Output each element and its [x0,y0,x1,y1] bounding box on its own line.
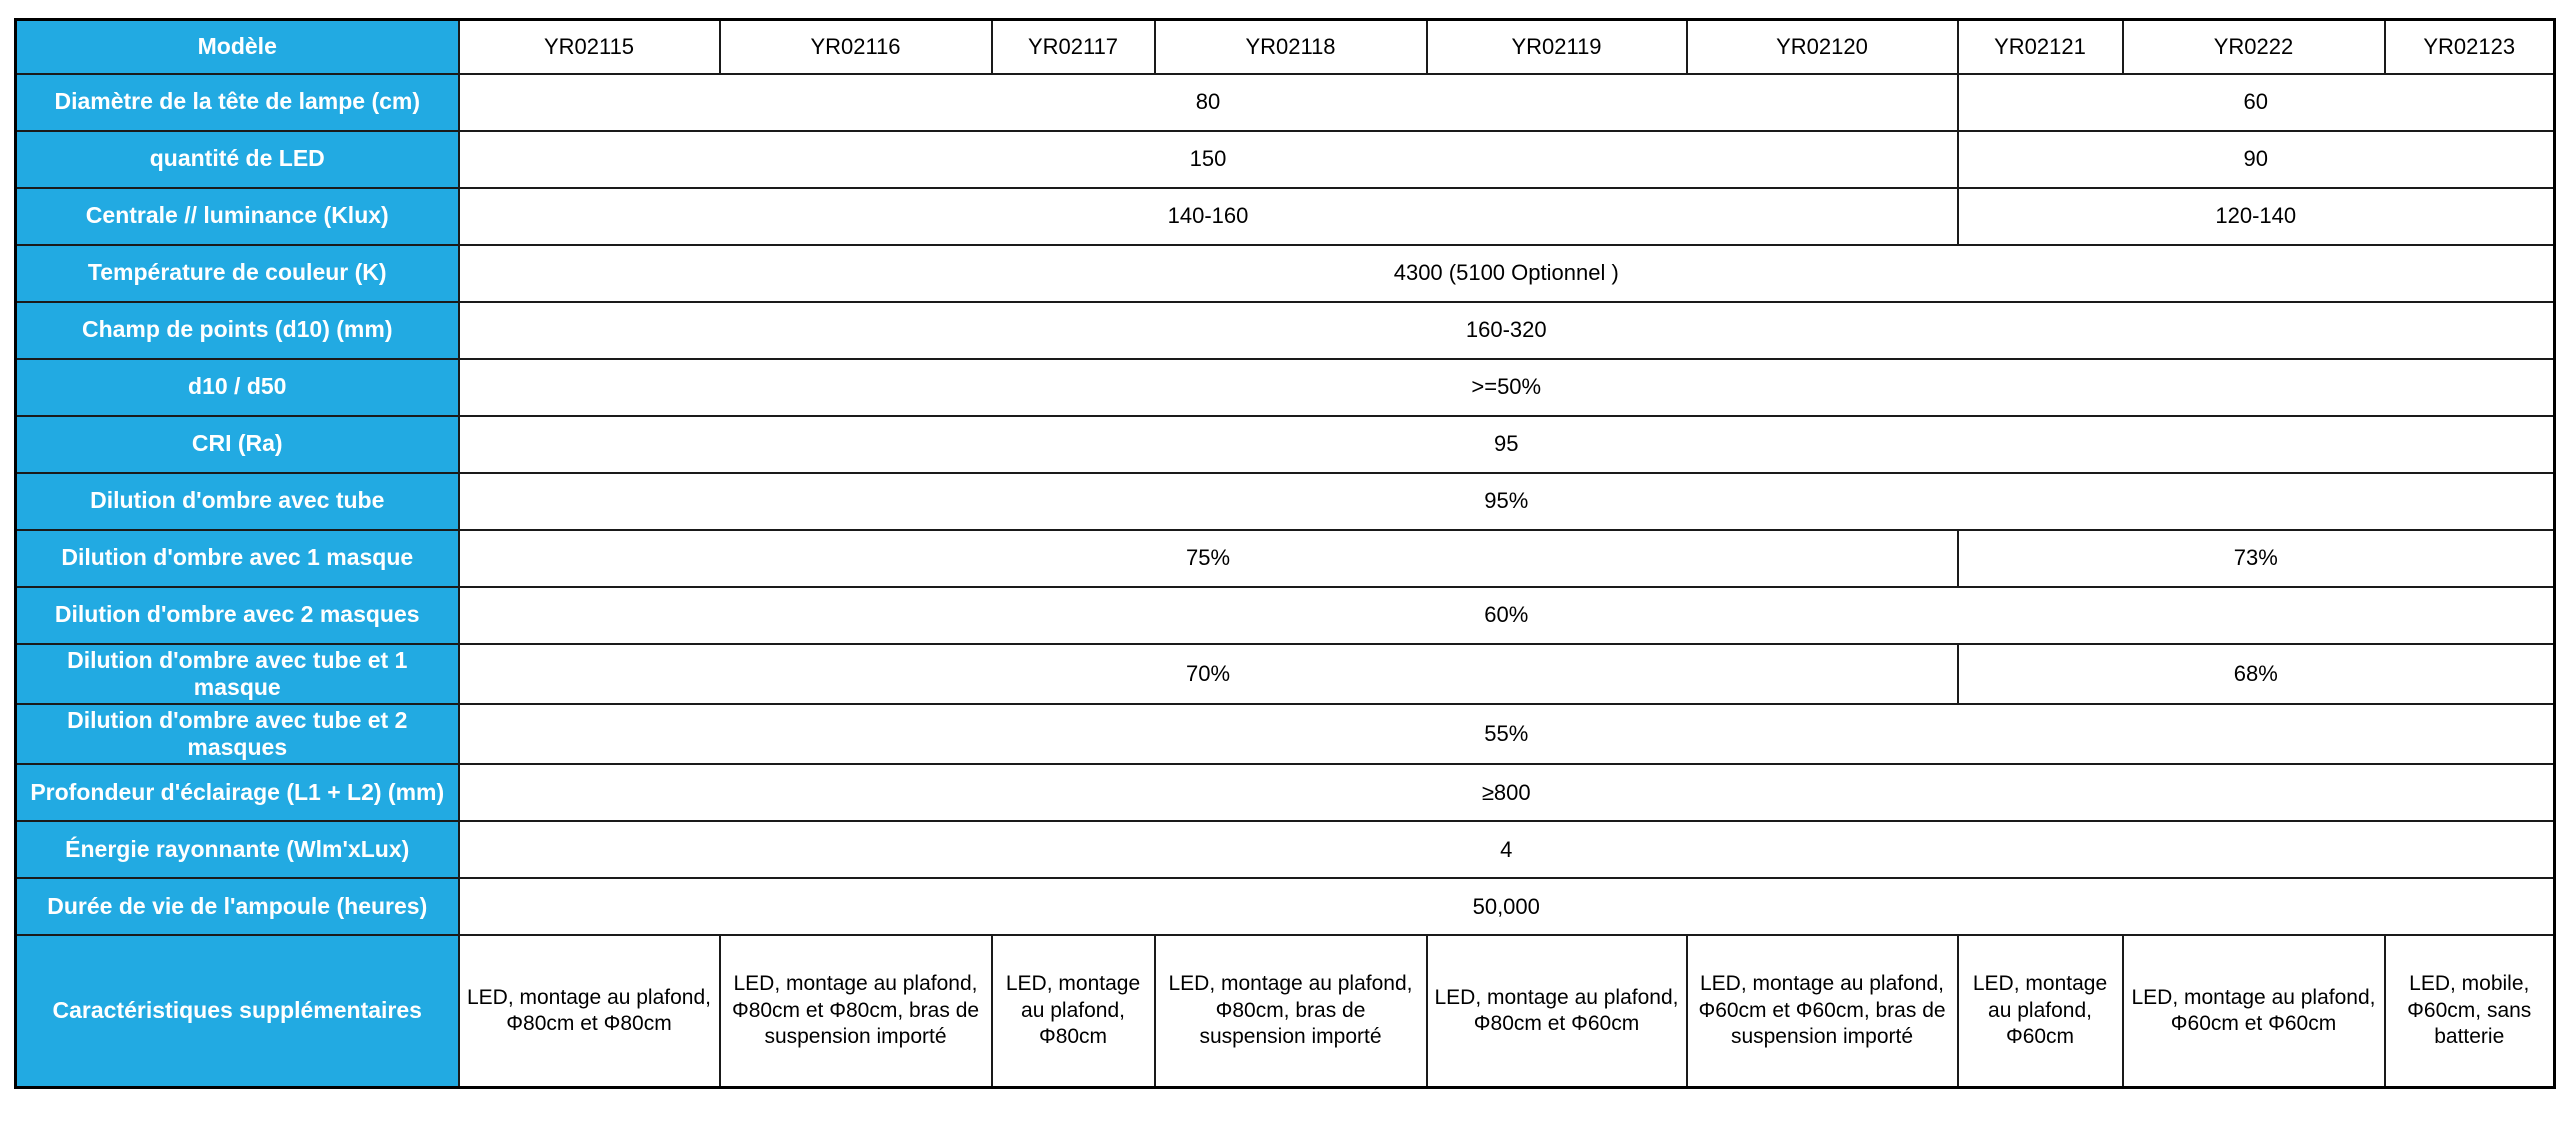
model-header: YR02115 [459,20,720,74]
value-cell: 55% [459,704,2555,764]
row-label: Caractéristiques supplémentaires [16,935,459,1087]
table-row [16,188,2555,245]
row-label: Dilution d'ombre avec 1 masque [16,530,459,587]
value-cell: 68% [1958,644,2555,704]
value-cell: 50,000 [459,878,2555,935]
row-label: Centrale // luminance (Klux) [16,188,459,245]
value-cell: 60 [1958,74,2555,131]
feature-cell: LED, montage au plafond, Φ60cm [1958,935,2123,1087]
row-label: Dilution d'ombre avec tube et 2 masques [16,704,459,764]
model-header: YR02119 [1427,20,1687,74]
table-row [16,302,2555,359]
value-cell: 60% [459,587,2555,644]
value-cell: 120-140 [1958,188,2555,245]
corner-header-modele: Modèle [16,20,459,74]
table-row [16,245,2555,302]
value-cell: 73% [1958,530,2555,587]
table-row [16,416,2555,473]
value-cell: 70% [459,644,1958,704]
value-cell: 4300 (5100 Optionnel ) [459,245,2555,302]
feature-cell: LED, montage au plafond, Φ80cm et Φ60cm [1427,935,1687,1087]
row-label: quantité de LED [16,131,459,188]
table-row [16,704,2555,764]
feature-cell: LED, montage au plafond, Φ80cm et Φ80cm [459,935,720,1087]
value-cell: 95 [459,416,2555,473]
feature-cell: LED, montage au plafond, Φ60cm et Φ60cm [2123,935,2385,1087]
table-row [16,821,2555,878]
row-label: Durée de vie de l'ampoule (heures) [16,878,459,935]
model-header: YR02121 [1958,20,2123,74]
value-cell: 140-160 [459,188,1958,245]
table-row [16,587,2555,644]
table-row [16,359,2555,416]
table-row-features [16,935,2555,1087]
row-label: Dilution d'ombre avec tube [16,473,459,530]
row-label: d10 / d50 [16,359,459,416]
feature-cell: LED, montage au plafond, Φ80cm, bras de suspension importé [1155,935,1427,1087]
table-row [16,644,2555,704]
value-cell: ≥800 [459,764,2555,821]
table-row [16,473,2555,530]
value-cell: 80 [459,74,1958,131]
table-row [16,764,2555,821]
feature-cell: LED, montage au plafond, Φ80cm [992,935,1155,1087]
row-label: Dilution d'ombre avec tube et 1 masque [16,644,459,704]
feature-cell: LED, montage au plafond, Φ60cm et Φ60cm, bras de suspension importé [1687,935,1958,1087]
value-cell: 160-320 [459,302,2555,359]
table-row [16,74,2555,131]
value-cell: 90 [1958,131,2555,188]
feature-cell: LED, montage au plafond, Φ80cm et Φ80cm, bras de suspension importé [720,935,992,1087]
model-header: YR02117 [992,20,1155,74]
value-cell: >=50% [459,359,2555,416]
table-row [16,878,2555,935]
value-cell: 150 [459,131,1958,188]
value-cell: 95% [459,473,2555,530]
spec-table [14,18,2556,1089]
row-label: Énergie rayonnante (Wlm'xLux) [16,821,459,878]
model-header: YR0222 [2123,20,2385,74]
feature-cell: LED, mobile, Φ60cm, sans batterie [2385,935,2555,1087]
header-row [16,20,2555,74]
row-label: CRI (Ra) [16,416,459,473]
row-label: Diamètre de la tête de lampe (cm) [16,74,459,131]
row-label: Profondeur d'éclairage (L1 + L2) (mm) [16,764,459,821]
table-row [16,131,2555,188]
model-header: YR02123 [2385,20,2555,74]
model-header: YR02120 [1687,20,1958,74]
model-header: YR02118 [1155,20,1427,74]
row-label: Champ de points (d10) (mm) [16,302,459,359]
row-label: Température de couleur (K) [16,245,459,302]
model-header: YR02116 [720,20,992,74]
row-label: Dilution d'ombre avec 2 masques [16,587,459,644]
table-row [16,530,2555,587]
value-cell: 4 [459,821,2555,878]
value-cell: 75% [459,530,1958,587]
